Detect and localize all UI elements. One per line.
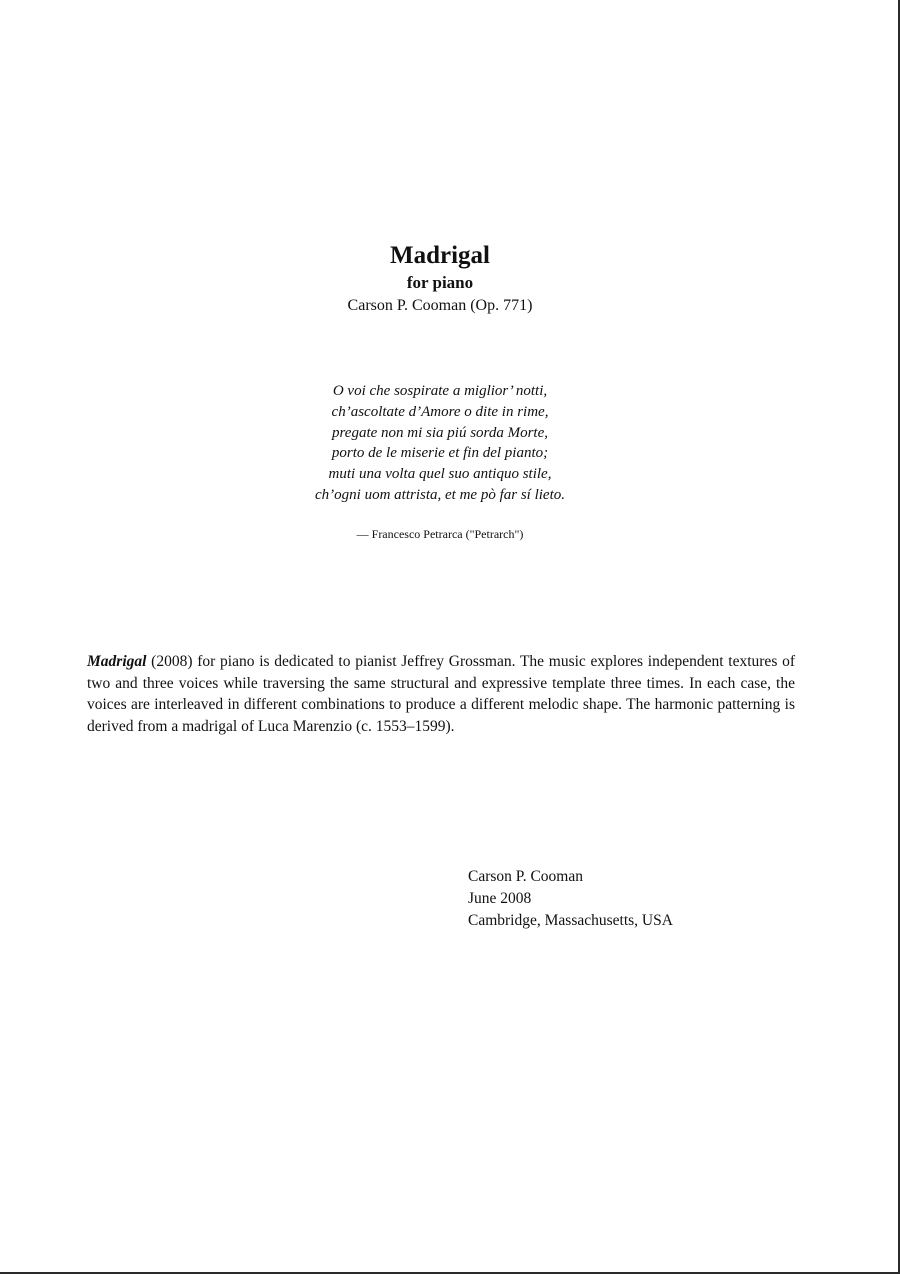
program-note xyxy=(87,651,795,737)
epigraph-poem xyxy=(0,381,880,506)
epigraph-attribution: — Francesco Petrarca ("Petrarch") xyxy=(356,527,524,541)
poem-line: O voi che sospirate a miglior’ notti, xyxy=(332,383,548,399)
composer-line: Carson P. Cooman (Op. 771) xyxy=(347,297,533,314)
signature-name: Carson P. Cooman xyxy=(468,868,583,885)
work-title: Madrigal xyxy=(87,653,147,670)
poem-line: porto de le miserie et fin del pianto; xyxy=(331,445,549,462)
poem-line: pregate non mi sia piú sorda Morte, xyxy=(332,424,548,441)
program-note-text: (2008) for piano is dedicated to pianist Jeffrey Grossman. The music explores independent textures of two and three voices while traversing the same structural and expressive template three times. In each case, the voices are interleaved in different combinations to produce a different melodic shape. The harmonic patterning is derived from a madrigal of Luca Marenzio (c. 1553–1599). xyxy=(87,653,795,735)
page-title: Madrigal xyxy=(390,242,490,269)
signature-date: June 2008 xyxy=(468,890,532,907)
poem-line: ch’ascoltate d’Amore o dite in rime, xyxy=(331,403,549,420)
page-subtitle: for piano xyxy=(406,273,474,292)
signature-place: Cambridge, Massachusetts, USA xyxy=(468,912,673,929)
poem-line: muti una volta quel suo antiquo stile, xyxy=(328,466,552,483)
poem-line: ch’ogni uom attrista, et me pò far sí lieto. xyxy=(315,486,565,503)
signature-block xyxy=(468,866,673,932)
title-block xyxy=(0,240,880,318)
